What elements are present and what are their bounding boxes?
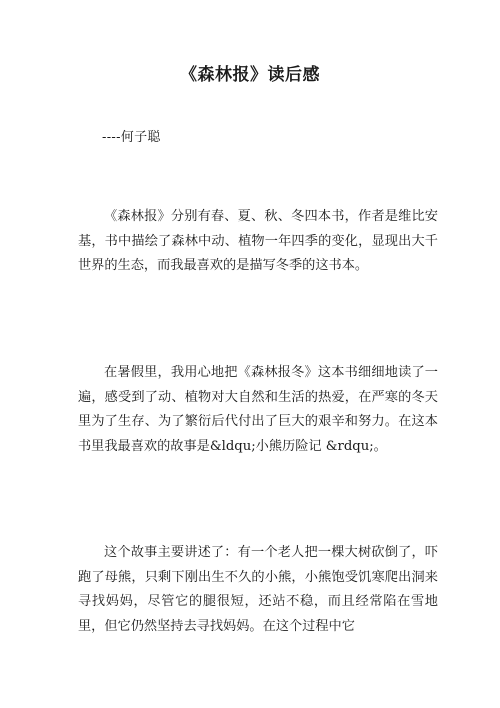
document-title: 《森林报》读后感 <box>180 65 320 85</box>
paragraph-2: 在暑假里，我用心地把《森林报冬》这本书细细地读了一遍，感受到了动、植物对大自然和生活的热爱，在严寒的冬天里为了生存、为了繁衍后代付出了巨大的艰辛和努力。在这本书里我最喜欢的故事是&ldqu;小熊历险记 &rdqu;。 <box>78 365 438 454</box>
author-line: ----何子聪 <box>102 130 161 145</box>
paragraph-3: 这个故事主要讲述了：有一个老人把一棵大树砍倒了，吓跑了母熊，只剩下刚出生不久的小熊，小熊饱受饥寒爬出洞来寻找妈妈，尽管它的腿很短，还站不稳，而且经常陷在雪地里，但它仍然坚持去寻找妈妈。在这个过程中它 <box>78 545 438 634</box>
paragraph-1: 《森林报》分别有春、夏、秋、冬四本书，作者是维比安基，书中描绘了森林中动、植物一年四季的变化，显现出大千世界的生态，而我最喜欢的是描写冬季的这书本。 <box>78 209 438 273</box>
